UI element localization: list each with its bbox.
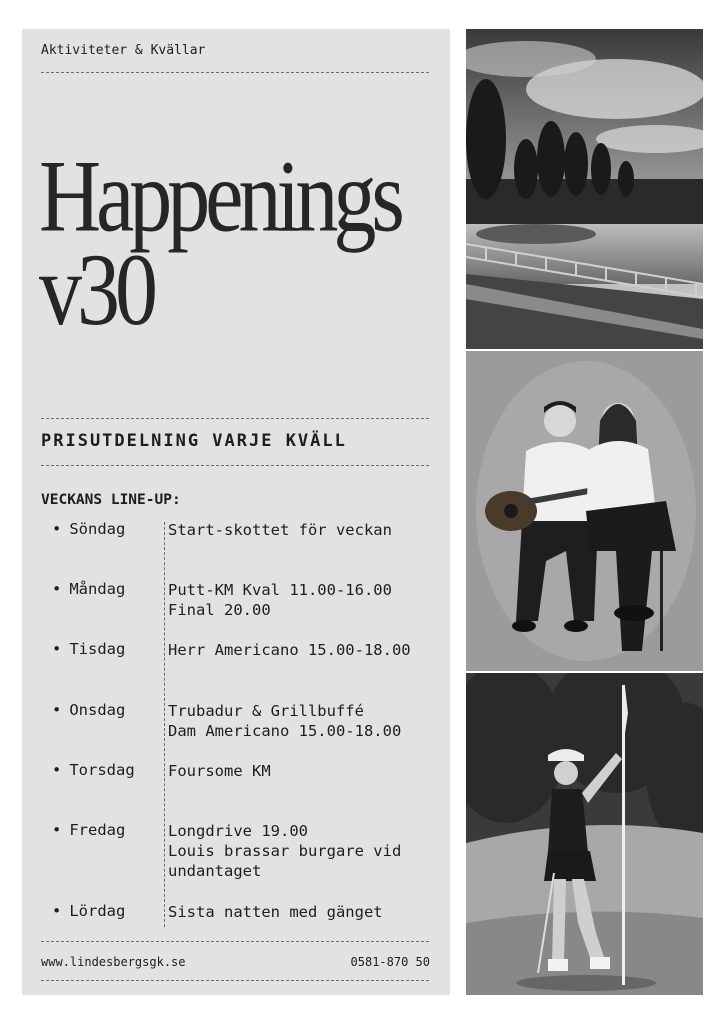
divider: [41, 980, 429, 981]
lineup-heading: VECKANS LINE-UP:: [41, 492, 181, 508]
schedule-desc: Sista natten med gänget: [168, 903, 383, 921]
title-line-2: v30: [39, 231, 153, 347]
schedule-day: • Torsdag: [52, 761, 135, 779]
page-title: [39, 138, 400, 347]
info-panel: [22, 29, 450, 995]
schedule-day: • Onsdag: [52, 701, 126, 719]
schedule-divider: [164, 522, 165, 927]
phone-number: 0581-870 50: [350, 955, 430, 969]
schedule-desc: Start-skottet för veckan: [168, 521, 392, 539]
golfer-photo: [466, 673, 703, 995]
divider: [41, 418, 429, 419]
divider: [41, 465, 429, 466]
schedule-day: • Tisdag: [52, 640, 126, 658]
divider: [41, 72, 429, 73]
website-link[interactable]: www.lindesbergsgk.se: [41, 955, 186, 969]
schedule-desc: Trubadur & Grillbuffé Dam Americano 15.00-18.00: [168, 702, 402, 740]
schedule-day: • Måndag: [52, 580, 126, 598]
schedule-day: • Lördag: [52, 902, 126, 920]
divider: [41, 941, 429, 942]
schedule-day: • Söndag: [52, 520, 126, 538]
schedule-desc: Herr Americano 15.00-18.00: [168, 641, 411, 659]
page-subtitle: Aktiviteter & Kvällar: [41, 43, 206, 58]
schedule-day: • Fredag: [52, 821, 126, 839]
schedule-desc: Foursome KM: [168, 762, 271, 780]
title-line-1: Happenings: [39, 138, 400, 254]
award-heading: PRISUTDELNING VARJE KVÄLL: [41, 431, 347, 451]
musicians-photo: [466, 351, 703, 671]
schedule-desc: Putt-KM Kval 11.00-16.00 Final 20.00: [168, 581, 392, 619]
landscape-photo: [466, 29, 703, 349]
schedule-desc: Longdrive 19.00 Louis brassar burgare vid undantaget: [168, 822, 402, 880]
